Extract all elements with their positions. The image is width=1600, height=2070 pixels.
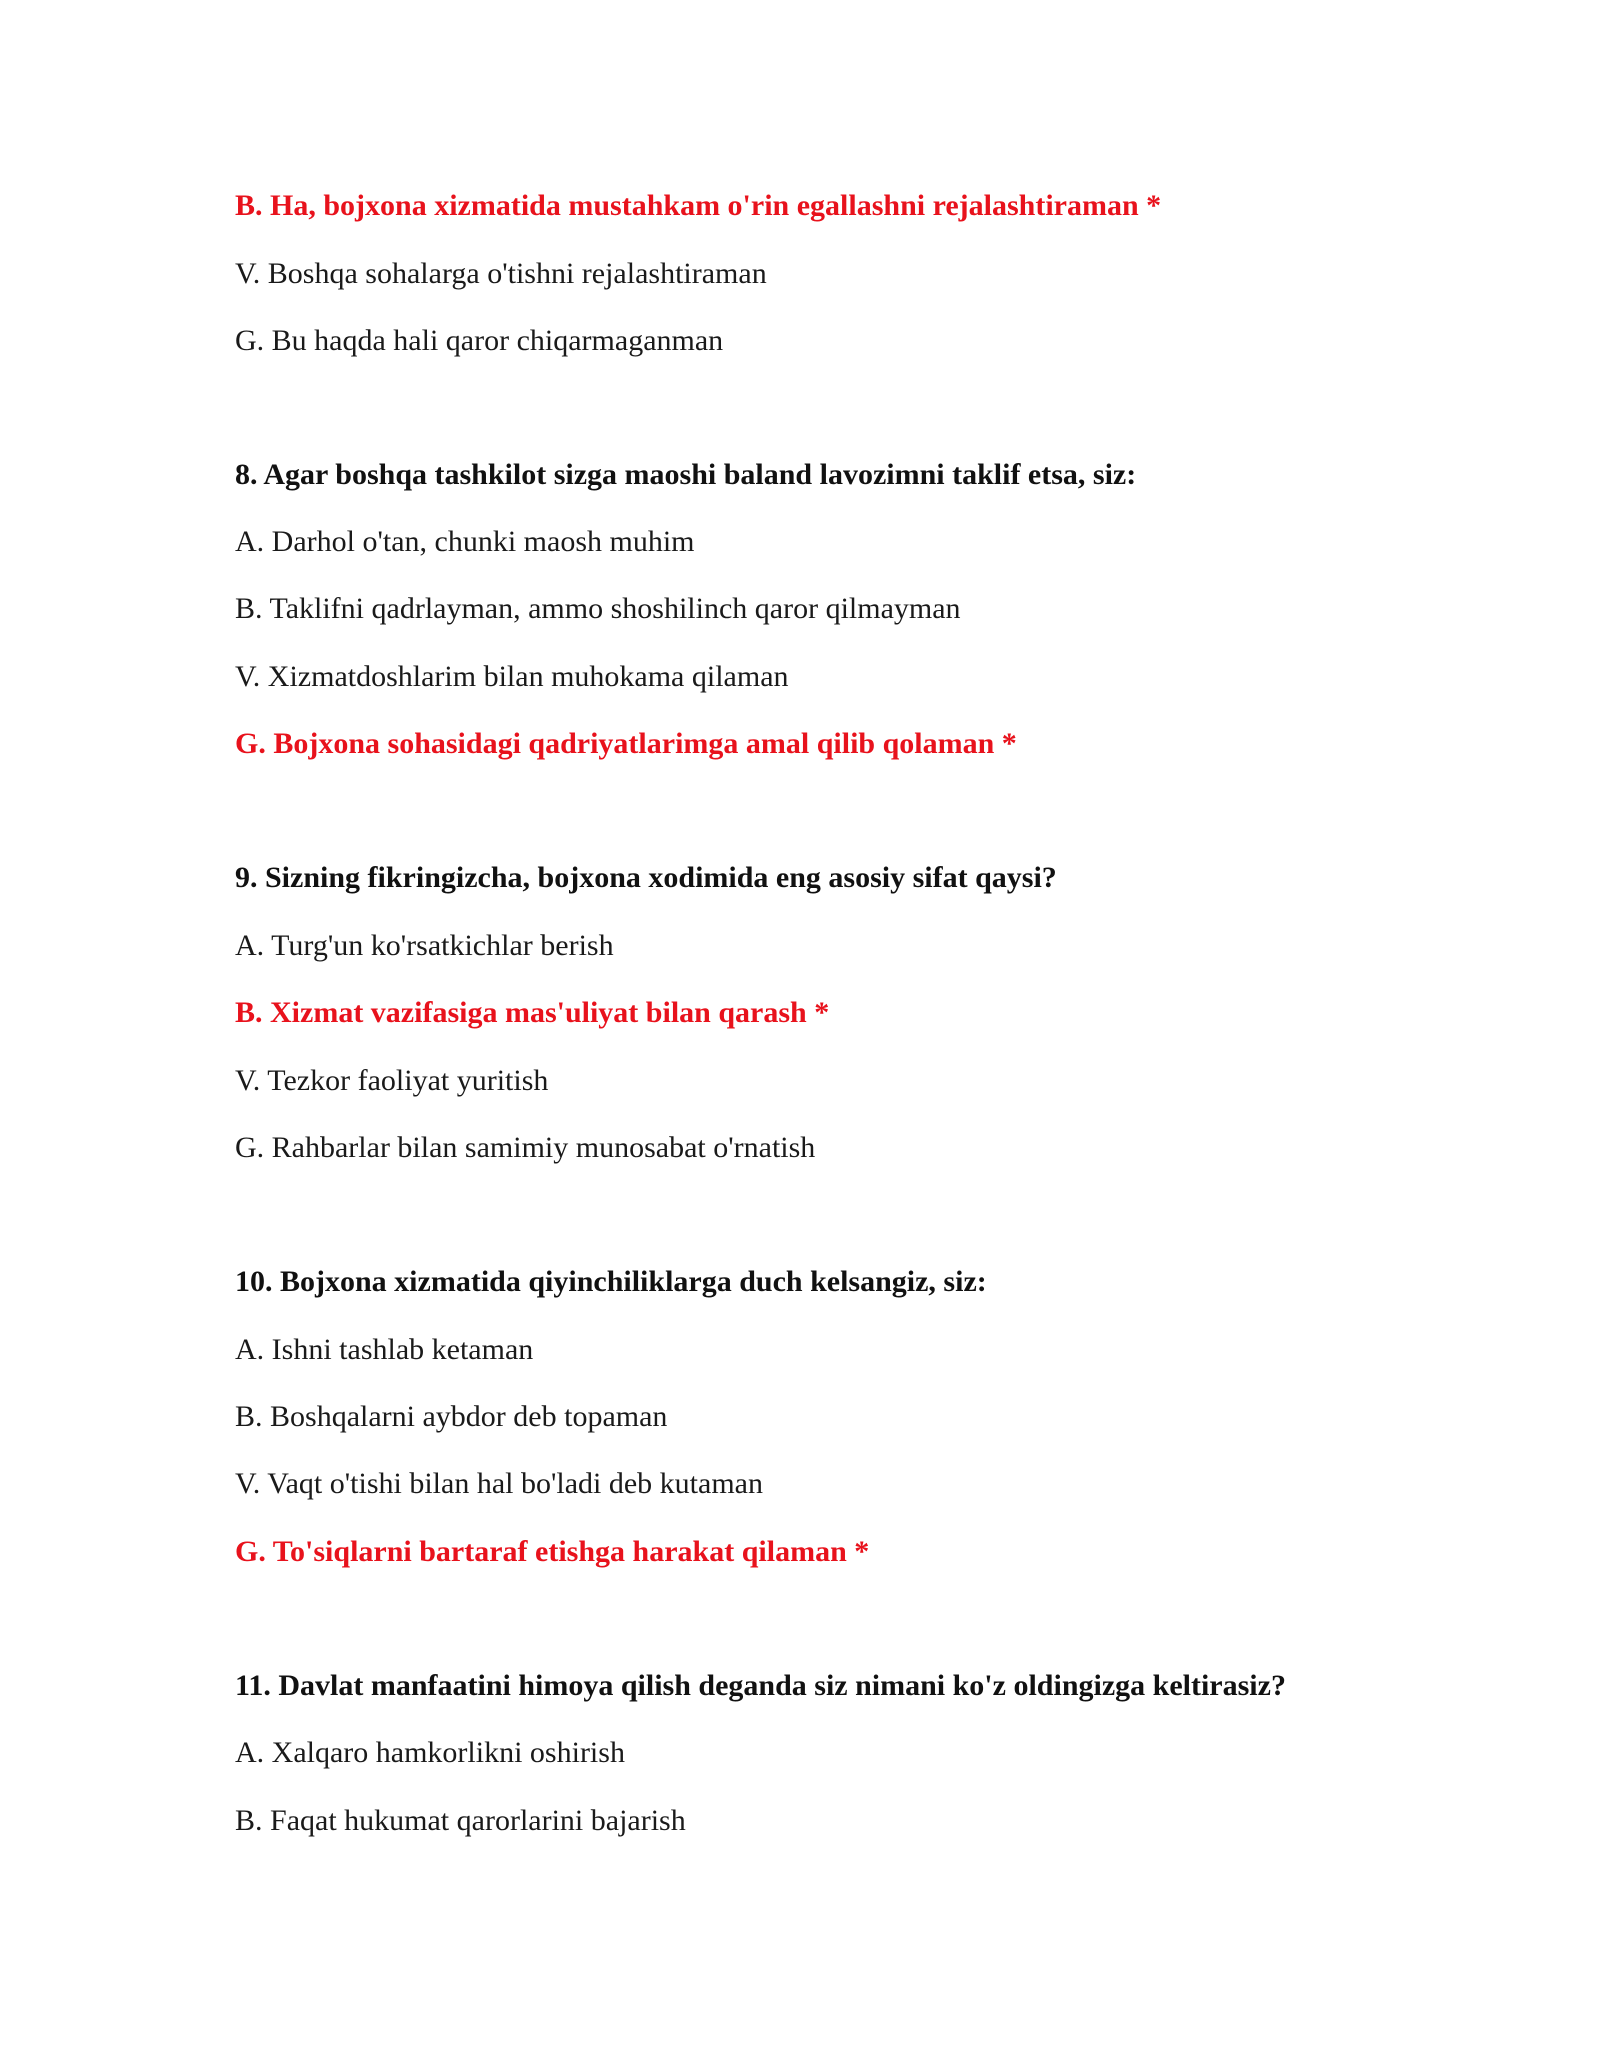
q10-option-g-correct: G. To'siqlarni bartaraf etishga harakat qilaman * [235, 1535, 870, 1568]
q8-option-a: A. Darhol o'tan, chunki maosh muhim [235, 525, 695, 558]
q11-option-b: B. Faqat hukumat qarorlarini bajarish [235, 1804, 686, 1837]
q8-option-g-correct: G. Bojxona sohasidagi qadriyatlarimga amal qilib qolaman * [235, 727, 1017, 760]
q9-option-a: A. Turg'un ko'rsatkichlar berish [235, 929, 614, 962]
q7-option-v: V. Boshqa sohalarga o'tishni rejalashtiraman [235, 257, 767, 290]
q10-option-a: A. Ishni tashlab ketaman [235, 1333, 534, 1366]
q10-question: 10. Bojxona xizmatida qiyinchiliklarga duch kelsangiz, siz: [235, 1265, 987, 1298]
q8-option-b: B. Taklifni qadrlayman, ammo shoshilinch qaror qilmayman [235, 592, 961, 625]
q10-option-b: B. Boshqalarni aybdor deb topaman [235, 1400, 668, 1433]
q9-option-v: V. Tezkor faoliyat yuritish [235, 1064, 549, 1097]
q11-question: 11. Davlat manfaatini himoya qilish deganda siz nimani ko'z oldingizga keltirasiz? [235, 1669, 1286, 1702]
q10-option-v: V. Vaqt o'tishi bilan hal bo'ladi deb kutaman [235, 1467, 763, 1500]
q7-option-b-correct: B. Ha, bojxona xizmatida mustahkam o'rin egallashni rejalashtiraman * [235, 189, 1162, 222]
q9-option-g: G. Rahbarlar bilan samimiy munosabat o'rnatish [235, 1131, 816, 1164]
q9-question: 9. Sizning fikringizcha, bojxona xodimida eng asosiy sifat qaysi? [235, 861, 1057, 894]
q8-question: 8. Agar boshqa tashkilot sizga maoshi baland lavozimni taklif etsa, siz: [235, 458, 1137, 491]
q9-option-b-correct: B. Xizmat vazifasiga mas'uliyat bilan qarash * [235, 996, 830, 1029]
q11-option-a: A. Xalqaro hamkorlikni oshirish [235, 1736, 625, 1769]
q8-option-v: V. Xizmatdoshlarim bilan muhokama qilaman [235, 660, 789, 693]
q7-option-g: G. Bu haqda hali qaror chiqarmaganman [235, 324, 724, 357]
